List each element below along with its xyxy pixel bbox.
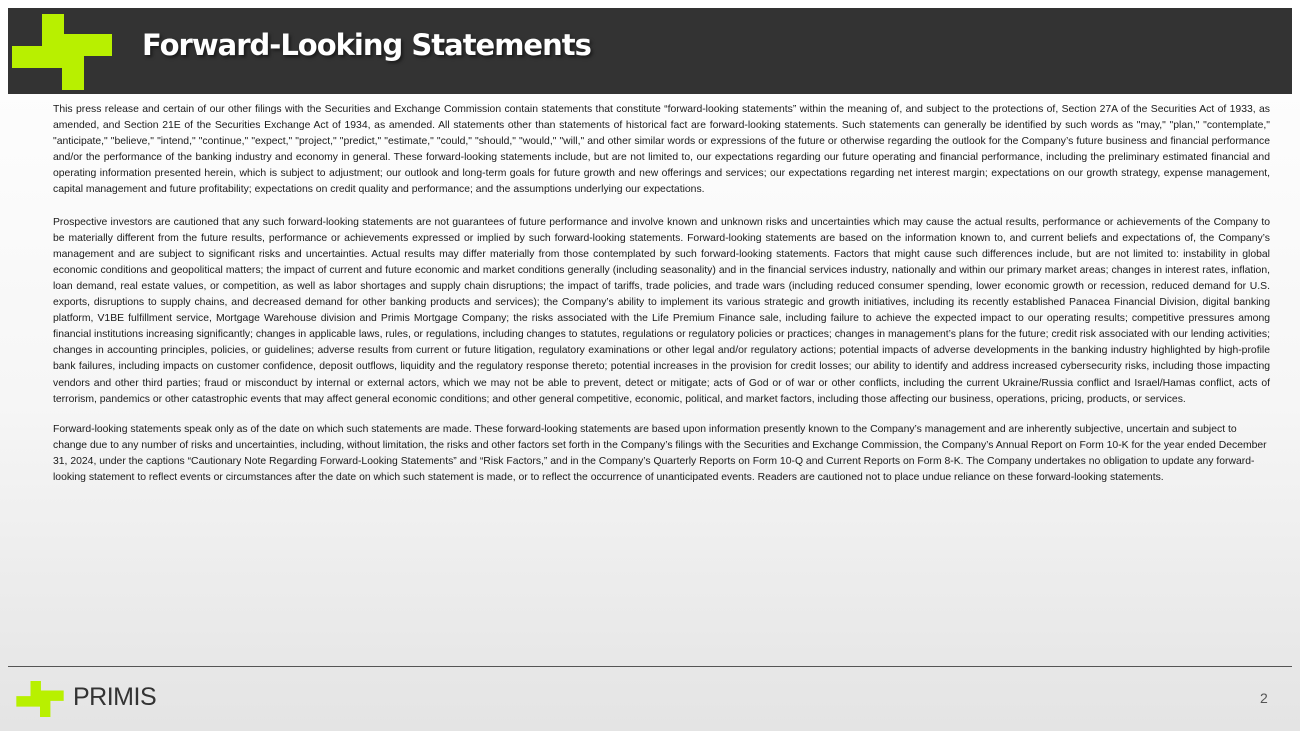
paragraph-forward-looking-definition: This press release and certain of our other filings with the Securities and Exchange Commission contain statements that constitute “forward-looking statements” within the meaning of, and subject to the protections of, Section 27A of the Securities Act of 1933, as amended, and Section 21E of the Securities Exchange Act of 1934, as amended. All statements other than statements of historical fact are forward-looking statements. Such statements can generally be identified by such words as "may," "plan," "contemplate," "anticipate," "believe," "intend," "continue," "expect," "project," "predict," "estimate," "could," "should," "would," "will," and other similar words or expressions of the future or otherwise regarding the outlook for the Company’s future business and financial performance and/or the performance of the banking industry and economy in general. These forward-looking statements include, but are not limited to, our expectations regarding our future operating and financial performance, including the preliminary estimated financial and operating information presented herein, which is subject to adjustment; our outlook and long-term goals for future growth and new offerings and services; our expectations regarding net interest margin; expectations on our growth strategy, expense management, capital management and future profitability; expectations on credit quality and performance; and the assumptions underlying our expectations.: [53, 104, 1270, 196]
page-number: 2: [1260, 690, 1268, 706]
primis-plus-icon: [12, 14, 112, 90]
page-title: Forward-Looking Statements: [142, 28, 591, 62]
footer-brand-name: PRIMIS: [73, 683, 157, 711]
title-bar: [8, 8, 1292, 94]
primis-plus-icon: [16, 681, 64, 717]
disclaimer-body: [53, 102, 1270, 486]
paragraph-risk-factors: Prospective investors are cautioned that any such forward-looking statements are not guarantees of future performance and involve known and unknown risks and uncertainties which may cause the actual results, performance or achievements of the Company to be materially different from the future results, performance or achievements expressed or implied by such forward-looking statements. Forward-looking statements are based on the information known to, and current beliefs and expectations of, the Company’s management and are subject to significant risks and uncertainties. Actual results may differ materially from those contemplated by such forward-looking statements. Factors that might cause such differences include, but are not limited to: instability in global economic conditions and geopolitical matters; the impact of current and future economic and market conditions generally (including seasonality) and in the financial services industry, nationally and within our primary market areas; changes in interest rates, inflation, loan demand, real estate values, or competition, as well as labor shortages and supply chain disruptions; the impact of tariffs, trade policies, and trade wars (including reduced consumer spending, lower economic growth or recession, reduced demand for U.S. exports, disruptions to supply chains, and decreased demand for other banking products and services); the Company’s ability to implement its various strategic and growth initiatives, including its recently established Panacea Financial Division, digital banking platform, V1BE fulfillment service, Mortgage Warehouse division and Primis Mortgage Company; the risks associated with the Life Premium Finance sale, including failure to achieve the expected impact to our operating results; competitive pressures among financial institutions increasing significantly; changes in applicable laws, rules, or regulations, including changes to statutes, regulations or regulatory policies or practices; changes in management’s plans for the future; credit risk associated with our lending activities; changes in accounting principles, policies, or guidelines; adverse results from current or future litigation, regulatory examinations or other legal and/or regulatory actions; potential impacts of adverse developments in the banking industry highlighted by high-profile bank failures, including impacts on customer confidence, deposit outflows, liquidity and the regulatory response thereto; potential increases in the provision for credit losses; our ability to identify and address increased cybersecurity risks, including those impacting vendors and other third parties; fraud or misconduct by internal or external actors, which we may not be able to prevent, detect or mitigate; acts of God or of war or other conflicts, including the current Ukraine/Russia conflict and Israel/Hamas conflict, acts of terrorism, pandemics or other catastrophic events that may affect general economic conditions; and other general competitive, economic, political, and market factors, including those affecting our business, operations, pricing, products, or services.: [53, 216, 1270, 405]
paragraph-no-obligation: Forward-looking statements speak only as of the date on which such statements are made. These forward-looking statements are based upon information presently known to the Company’s management and are inherently subjective, uncertain and subject to change due to any number of risks and uncertainties, including, without limitation, the risks and other factors set forth in the Company’s filings with the Securities and Exchange Commission, the Company’s Annual Report on Form 10-K for the year ended December 31, 2024, under the captions “Cautionary Note Regarding Forward-Looking Statements” and “Risk Factors,” and in the Company’s Quarterly Reports on Form 10-Q and Current Reports on Form 8-K. The Company undertakes no obligation to update any forward-looking statement to reflect events or circumstances after the date on which such statement is made, or to reflect the occurrence of unanticipated events. Readers are cautioned not to place undue reliance on these forward-looking statements.: [53, 423, 1267, 483]
footer-divider: [8, 666, 1292, 667]
